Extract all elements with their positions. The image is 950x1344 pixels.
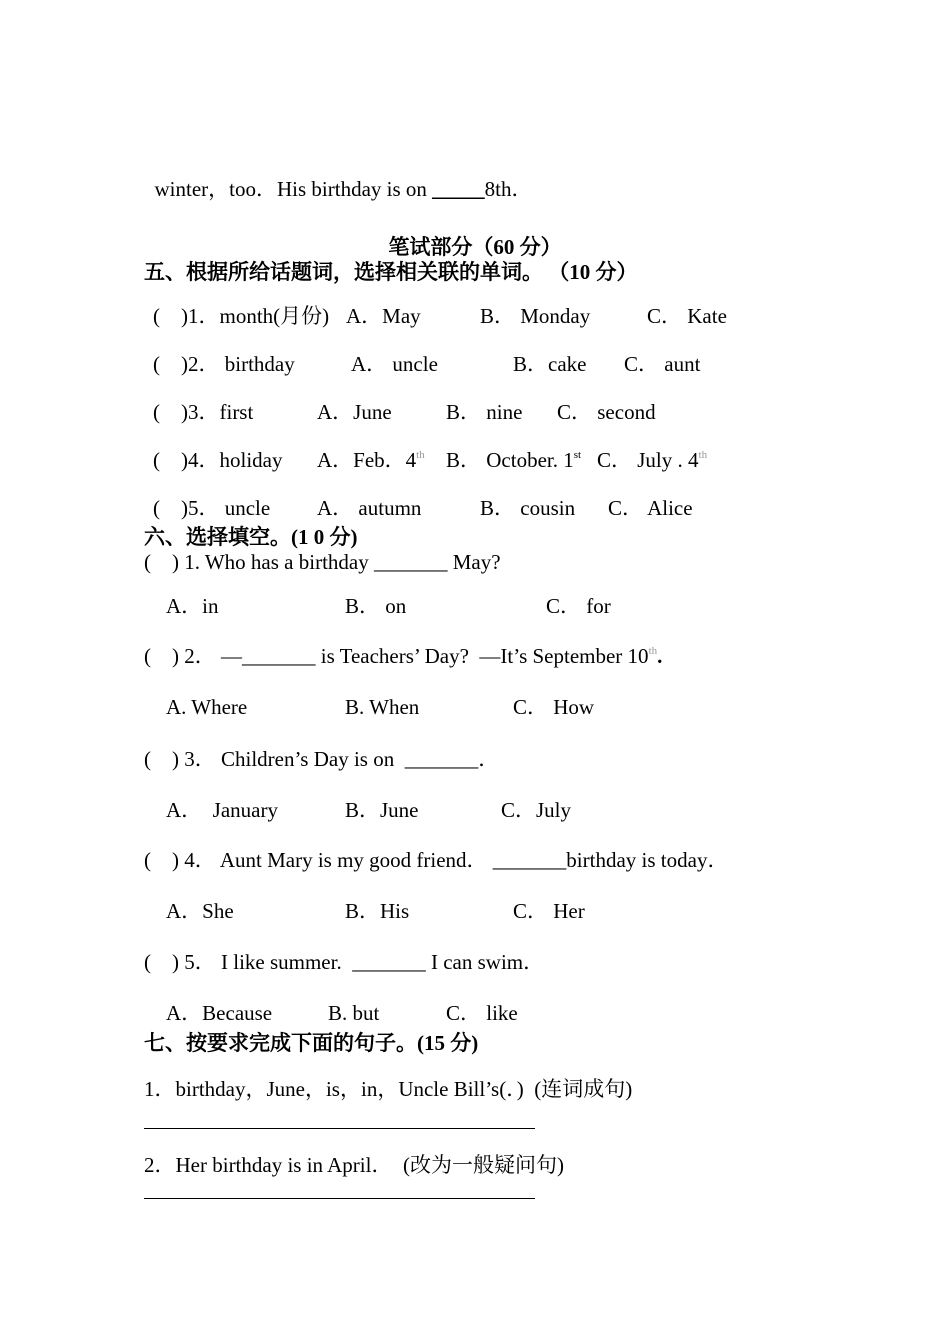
option-c: C． How [513, 695, 595, 719]
section7-heading: 七、按要求完成下面的句子。(15 分) [144, 1031, 479, 1055]
option-c: C． like [446, 1001, 518, 1025]
option-a [317, 450, 425, 471]
option-a: A． uncle [351, 352, 438, 376]
question-number: ( )2． birthday [153, 352, 295, 376]
question-text: ( ) 5． I like summer. _______ I can swim． [144, 950, 545, 974]
option-c: C． Her [513, 899, 585, 923]
option-b: B．His [345, 899, 410, 923]
intro-blank: _____ [432, 177, 485, 201]
intro-after: 8th． [484, 177, 533, 201]
question-text [144, 646, 662, 667]
question-number: ( )5． uncle [153, 496, 271, 520]
section7-question-2: 2．Her birthday is in April． (改为一般疑问句) [144, 1153, 564, 1177]
option-a: A． January [166, 798, 278, 822]
option-c-text: C． July . 4 [597, 448, 699, 472]
option-c: C．July [501, 798, 572, 822]
option-b: B．cake [513, 352, 587, 376]
option-b: B． Monday [480, 304, 591, 328]
option-c: C． for [546, 594, 611, 618]
section6-heading: 六、选择填空。(1 0 分) [144, 525, 358, 549]
option-b: B．June [345, 798, 419, 822]
option-a: A．She [166, 899, 234, 923]
ordinal-suffix: th [698, 449, 708, 461]
intro-text: winter，too．His birthday is on [154, 177, 433, 201]
question-text: ( ) 1. Who has a birthday _______ May? [144, 550, 501, 574]
option-a: A. Where [166, 695, 248, 719]
option-a: A．in [166, 594, 219, 618]
option-c: C． aunt [624, 352, 701, 376]
ordinal-suffix: st [573, 449, 582, 461]
option-a: A．Because [166, 1001, 273, 1025]
option-b-text: B． October. 1 [446, 448, 574, 472]
answer-line-1 [144, 1128, 535, 1129]
option-a: A．May [346, 304, 421, 328]
question-number: ( )3．first [153, 400, 254, 424]
option-b: B． nine [446, 400, 523, 424]
option-b: B. When [345, 695, 420, 719]
question-text: ( ) 4． Aunt Mary is my good friend． _______birthday is today． [144, 848, 729, 872]
question-end: . [657, 644, 663, 668]
written-part-title: 笔试部分（60 分） [388, 235, 562, 259]
question-text: ( ) 3． Children’s Day is on _______． [144, 747, 500, 771]
question-number: ( )1．month(月份) [153, 304, 330, 328]
option-a-text: A．Feb．4 [317, 448, 417, 472]
option-c: C． Alice [608, 496, 693, 520]
option-a: A． autumn [317, 496, 422, 520]
option-c: C． second [557, 400, 656, 424]
option-c [597, 450, 707, 471]
option-b [446, 450, 581, 471]
ordinal-suffix: th [416, 449, 425, 461]
option-b: B． on [345, 594, 407, 618]
section7-question-1: 1．birthday，June，is，in，Uncle Bill’s(．) (连词成句) [144, 1077, 633, 1101]
answer-line-2 [144, 1198, 535, 1199]
option-c: C． Kate [647, 304, 727, 328]
option-a: A．June [317, 400, 392, 424]
ordinal-suffix: th [648, 645, 658, 657]
section5-heading: 五、根据所给话题词，选择相关联的单词。 （10 分） [144, 260, 638, 284]
option-b: B． cousin [480, 496, 576, 520]
question-number: ( )4．holiday [153, 448, 283, 472]
option-b: B. but [328, 1001, 380, 1025]
intro-line [144, 158, 533, 200]
question-body: ( ) 2． —_______ is Teachers’ Day? —It’s September 10 [144, 644, 649, 668]
